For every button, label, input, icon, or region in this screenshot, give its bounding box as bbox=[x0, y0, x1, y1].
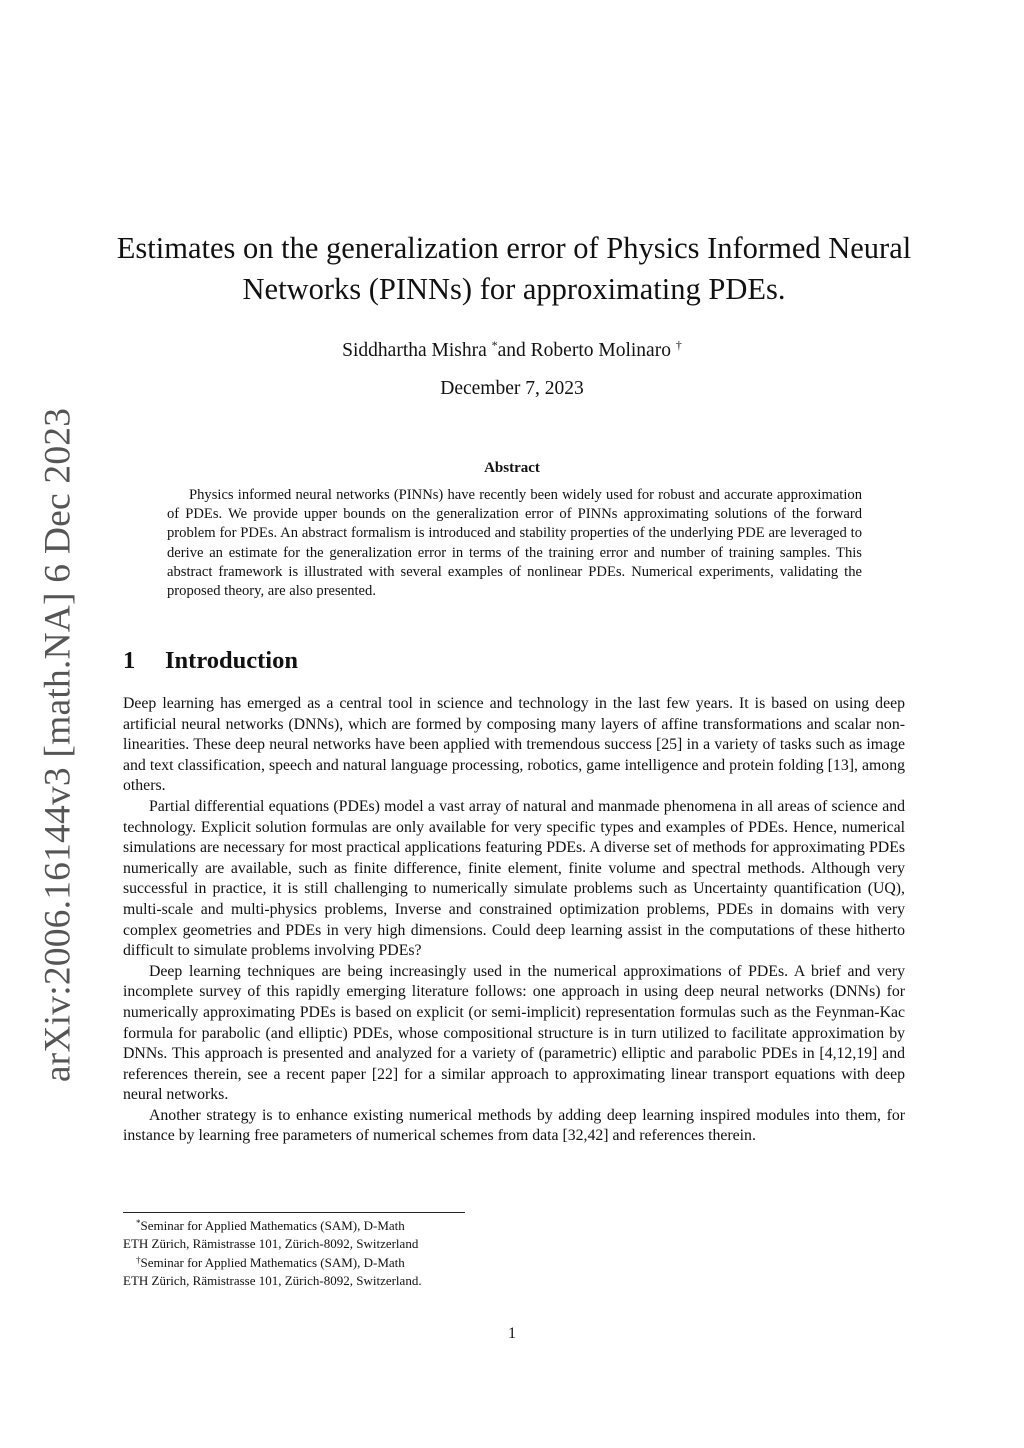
title-line-2: Networks (PINNs) for approximating PDEs. bbox=[242, 272, 786, 306]
author-molinaro: and Roberto Molinaro bbox=[497, 340, 676, 361]
footnote-divider bbox=[123, 1212, 465, 1213]
author-list bbox=[0, 338, 1024, 362]
footnote-1-text: Seminar for Applied Mathematics (SAM), D-Math bbox=[140, 1218, 405, 1233]
introduction-body bbox=[123, 694, 905, 1147]
section-title-text: Introduction bbox=[165, 647, 298, 674]
title-line-1: Estimates on the generalization error of Physics Informed Neural bbox=[116, 231, 912, 265]
footnote-1-line-2: ETH Zürich, Rämistrasse 101, Zürich-8092, Switzerland bbox=[123, 1235, 419, 1251]
footnote-1-line-1 bbox=[123, 1215, 422, 1235]
footnote-1-mark: * bbox=[136, 1218, 141, 1228]
paragraph-3: Deep learning techniques are being increasingly used in the numerical approximations of PDEs. A brief and very incomplete survey of this rapidly emerging literature follows: one approach in using deep neural networks (DNNs) for numerically approximating PDEs is based on explicit (or semi-implicit) representation formulas such as the Feynman-Kac formula for parabolic (and elliptic) PDEs, whose compositional structure is in turn utilized to facilitate approximation by DNNs. This approach is presented and analyzed for a variety of (parametric) elliptic and parabolic PDEs in [4,12,19] and references therein, see a recent paper [22] for a similar approach to approximating linear transport equations with deep neural networks. bbox=[123, 962, 905, 1104]
footnote-mark-1: * bbox=[491, 338, 498, 352]
footnote-mark-2: † bbox=[675, 338, 682, 352]
paragraph-2: Partial differential equations (PDEs) model a vast array of natural and manmade phenomena in all areas of science and technology. Explicit solution formulas are only available for very specific types and examples of PDEs. Hence, numerical simulations are necessary for most practical applications featuring PDEs. A diverse set of methods for approximating PDEs numerically are available, such as finite difference, finite element, finite volume and spectral methods. Although very successful in practice, it is still challenging to numerically simulate problems such as Uncertainty quantification (UQ), multi-scale and multi-physics problems, Inverse and constrained optimization problems, PDEs in domains with very complex geometries and PDEs in very high dimensions. Could deep learning assist in the computations of these hitherto difficult to simulate problems involving PDEs? bbox=[123, 797, 905, 960]
page-number: 1 bbox=[508, 1325, 516, 1342]
paper-title bbox=[110, 228, 918, 310]
paragraph-1: Deep learning has emerged as a central tool in science and technology in the last few years. It is based on using deep artificial neural networks (DNNs), which are formed by composing many layers of affine transformations and scalar non-linearities. These deep neural networks have been applied with tremendous success [25] in a variety of tasks such as image and text classification, speech and natural language processing, robotics, game intelligence and protein folding [13], among others. bbox=[123, 695, 905, 795]
abstract-text: Physics informed neural networks (PINNs) have recently been widely used for robust and accurate approximation of PDEs. We provide upper bounds on the generalization error of PINNs approximating solutions of the forward problem for PDEs. An abstract formalism is introduced and stability properties of the underlying PDE are leveraged to derive an estimate for the generalization error in terms of the training error and number of training samples. This abstract framework is illustrated with several examples of nonlinear PDEs. Numerical experiments, validating the proposed theory, are also presented. bbox=[167, 487, 862, 600]
author-mishra: Siddhartha Mishra bbox=[342, 340, 492, 361]
footnotes bbox=[123, 1215, 422, 1289]
abstract-heading: Abstract bbox=[484, 460, 540, 476]
arxiv-identifier-stamp: arXiv:2006.16144v3 [math.NA] 6 Dec 2023 bbox=[37, 407, 79, 1083]
section-number: 1 bbox=[123, 647, 136, 674]
paper-date: December 7, 2023 bbox=[440, 378, 584, 399]
footnote-2-line-1 bbox=[123, 1252, 422, 1272]
footnote-2-mark: † bbox=[136, 1255, 141, 1266]
footnote-2-text: Seminar for Applied Mathematics (SAM), D-Math bbox=[140, 1255, 405, 1271]
section-heading-introduction bbox=[123, 647, 298, 675]
footnote-2-line-2: ETH Zürich, Rämistrasse 101, Zürich-8092, Switzerland. bbox=[123, 1272, 422, 1288]
paragraph-4: Another strategy is to enhance existing numerical methods by adding deep learning inspired modules into them, for instance by learning free parameters of numerical schemes from data [32,42] and references therein. bbox=[123, 1106, 905, 1145]
